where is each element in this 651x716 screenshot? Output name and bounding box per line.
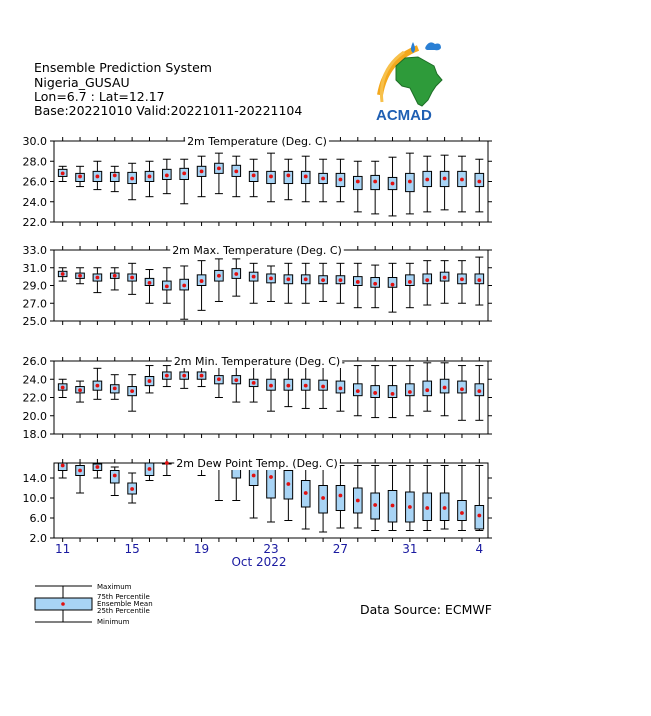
mean-marker (425, 506, 429, 510)
mean-marker (78, 388, 82, 392)
header-coordinates: Lon=6.7 : Lat=12.17 (34, 89, 165, 104)
mean-marker (304, 491, 308, 495)
box-day-24 (284, 263, 293, 303)
mean-marker (130, 177, 134, 181)
mean-marker (182, 374, 186, 378)
y-tick-label: 22.0 (22, 391, 47, 405)
box-day-29 (371, 265, 380, 308)
mean-marker (408, 180, 412, 184)
box-day-2 (440, 261, 449, 304)
x-tick-label: 23 (263, 542, 279, 556)
mean-marker (408, 390, 412, 394)
box-day-27 (336, 466, 345, 529)
box-day-29 (371, 161, 380, 214)
y-tick-label: 14.0 (22, 472, 47, 485)
mean-marker (269, 277, 273, 281)
mean-marker (252, 275, 256, 279)
iqr-box (458, 501, 467, 521)
mean-marker (425, 388, 429, 392)
box-day-21 (232, 156, 241, 197)
mean-marker (217, 377, 221, 381)
legend-minimum-label: Minimum (97, 618, 130, 626)
mean-marker (148, 379, 152, 383)
mean-marker (130, 487, 134, 491)
box-day-31 (406, 366, 415, 416)
box-day-13 (93, 463, 102, 478)
mean-marker (130, 276, 134, 280)
y-tick-label: 6.0 (29, 512, 47, 525)
box-day-24 (284, 463, 293, 521)
box-day-3 (458, 261, 467, 304)
box-day-26 (319, 263, 328, 301)
mean-marker (408, 505, 412, 509)
header-station: Nigeria_GUSAU (34, 75, 130, 90)
mean-marker (356, 389, 360, 393)
mean-marker (286, 482, 290, 486)
mean-marker (148, 175, 152, 179)
x-tick-label: 11 (55, 542, 71, 556)
mean-marker (234, 378, 238, 382)
box-day-17 (163, 159, 172, 193)
x-tick-label: 27 (332, 542, 349, 556)
box-day-20 (215, 153, 224, 194)
box-day-26 (319, 159, 328, 202)
mean-marker (373, 391, 377, 395)
box-day-31 (406, 466, 415, 531)
mean-marker (339, 494, 343, 498)
box-day-17 (163, 268, 172, 304)
legend-p25-label: 25th Percentile (97, 607, 150, 615)
mean-marker (78, 274, 82, 278)
y-tick-label: 33.0 (22, 244, 47, 257)
mean-marker (460, 511, 464, 515)
mean-marker (200, 374, 204, 378)
box-day-16 (145, 366, 154, 393)
box-day-30 (388, 157, 397, 216)
mean-marker (460, 178, 464, 182)
y-tick-label: 28.0 (22, 155, 47, 169)
mean-marker (165, 284, 169, 288)
box-day-27 (336, 363, 345, 411)
box-day-13 (93, 268, 102, 293)
mean-marker (96, 175, 100, 179)
box-day-1 (423, 363, 432, 411)
box-day-31 (406, 153, 415, 214)
mean-marker (373, 282, 377, 286)
mean-marker (477, 514, 481, 518)
mean-marker (182, 172, 186, 176)
box-day-4 (475, 257, 484, 305)
mean-marker (61, 172, 65, 176)
box-day-18 (180, 266, 189, 319)
mean-marker (148, 467, 152, 471)
x-axis-labels (55, 542, 483, 556)
mean-marker (148, 281, 152, 285)
mean-marker (113, 274, 117, 278)
y-tick-label: 26.0 (22, 175, 47, 189)
y-tick-label: 26.0 (22, 355, 47, 368)
y-tick-label: 30.0 (22, 135, 47, 148)
x-tick-label: 4 (475, 542, 484, 556)
box-day-14 (110, 166, 119, 191)
mean-marker (234, 169, 238, 173)
box-day-3 (458, 466, 467, 531)
mean-marker (113, 174, 117, 178)
box-day-12 (76, 166, 85, 186)
mean-marker (200, 169, 204, 173)
box-day-30 (388, 263, 397, 312)
box-day-30 (388, 366, 397, 418)
mean-marker (252, 474, 256, 478)
box-day-24 (284, 159, 293, 200)
mean-marker (356, 499, 360, 503)
mean-marker (443, 177, 447, 181)
mean-marker (269, 384, 273, 388)
mean-marker (269, 175, 273, 179)
x-tick-label: 15 (124, 542, 140, 556)
box-day-17 (163, 461, 172, 475)
box-day-13 (93, 161, 102, 189)
box-day-23 (267, 266, 276, 302)
y-tick-label: 27.0 (22, 297, 47, 311)
box-day-20 (215, 259, 224, 302)
legend (35, 583, 153, 626)
mean-marker (217, 166, 221, 170)
mean-marker (339, 178, 343, 182)
box-day-26 (319, 363, 328, 409)
box-day-21 (232, 259, 241, 296)
box-day-18 (180, 159, 189, 204)
mean-marker (477, 278, 481, 282)
box-day-21 (232, 366, 241, 403)
mean-marker (78, 175, 82, 179)
mean-marker (443, 276, 447, 280)
box-day-11 (58, 379, 67, 397)
legend-mean-label: Ensemble Mean (97, 600, 153, 608)
mean-marker (113, 474, 117, 478)
box-day-22 (249, 159, 258, 196)
data-source-label: Data Source: ECMWF (360, 602, 492, 617)
box-day-2 (440, 155, 449, 210)
mean-marker (356, 180, 360, 184)
iqr-box (336, 486, 345, 511)
mean-marker (443, 386, 447, 390)
mean-marker (200, 279, 204, 283)
box-day-13 (93, 368, 102, 399)
mean-marker (391, 392, 395, 396)
mean-marker (269, 475, 273, 479)
mean-marker (391, 504, 395, 508)
box-day-20 (215, 366, 224, 398)
y-tick-label: 18.0 (22, 428, 47, 441)
box-day-16 (145, 270, 154, 304)
box-day-29 (371, 366, 380, 418)
legend-mean-marker (61, 602, 65, 606)
y-tick-label: 25.0 (22, 315, 47, 328)
header-validity: Base:20221010 Valid:20221011-20221104 (34, 103, 303, 118)
box-day-28 (354, 161, 363, 212)
box-day-11 (58, 463, 67, 478)
box-day-4 (475, 159, 484, 212)
box-day-19 (197, 156, 206, 197)
panel-title: 2m Temperature (Deg. C) (187, 135, 327, 148)
water-drop-icon (411, 42, 415, 53)
africa-map-icon (396, 57, 442, 106)
cloud-icon (425, 42, 441, 50)
mean-marker (61, 386, 65, 390)
box-day-28 (354, 466, 363, 529)
mean-marker (217, 274, 221, 278)
mean-marker (321, 385, 325, 389)
header-title: Ensemble Prediction System (34, 60, 212, 75)
box-day-29 (371, 466, 380, 531)
box-day-25 (301, 263, 310, 303)
chart-panel-1 (23, 135, 493, 229)
chart-panel-4 (23, 457, 493, 545)
mean-marker (391, 182, 395, 186)
acmad-logo-text: ACMAD (376, 107, 432, 124)
panel-title: 2m Max. Temperature (Deg. C) (172, 244, 342, 257)
box-day-19 (197, 366, 206, 387)
box-day-27 (336, 159, 345, 202)
box-day-22 (249, 263, 258, 303)
box-day-2 (440, 466, 449, 530)
box-day-2 (440, 363, 449, 416)
mean-marker (130, 389, 134, 393)
mean-marker (96, 465, 100, 469)
mean-marker (286, 384, 290, 388)
box-day-23 (267, 363, 276, 411)
mean-marker (339, 278, 343, 282)
mean-marker (286, 277, 290, 281)
box-day-15 (128, 163, 137, 199)
mean-marker (165, 374, 169, 378)
x-tick-label: 19 (193, 542, 210, 556)
mean-marker (477, 389, 481, 393)
y-tick-label: 24.0 (22, 373, 47, 387)
box-day-28 (354, 366, 363, 416)
mean-marker (182, 284, 186, 288)
legend-p75-label: 75th Percentile (97, 593, 150, 601)
panel-title: 2m Dew Point Temp. (Deg. C) (176, 457, 338, 470)
mean-marker (96, 276, 100, 280)
mean-marker (61, 272, 65, 276)
box-day-30 (388, 466, 397, 531)
mean-marker (391, 283, 395, 287)
mean-marker (78, 469, 82, 473)
box-day-23 (267, 463, 276, 522)
mean-marker (61, 464, 65, 468)
box-day-31 (406, 263, 415, 307)
mean-marker (304, 384, 308, 388)
mean-marker (96, 384, 100, 388)
mean-marker (425, 178, 429, 182)
box-day-15 (128, 473, 137, 503)
mean-marker (339, 386, 343, 390)
box-day-11 (58, 268, 67, 281)
chart-panels (23, 135, 493, 545)
box-day-12 (76, 381, 85, 402)
box-day-1 (423, 466, 432, 531)
legend-maximum-label: Maximum (97, 583, 132, 591)
box-day-25 (301, 463, 310, 529)
box-day-4 (475, 366, 484, 421)
mean-marker (286, 174, 290, 178)
mean-marker (373, 180, 377, 184)
mean-marker (356, 280, 360, 284)
box-day-25 (301, 366, 310, 409)
box-day-14 (110, 467, 119, 496)
box-day-22 (249, 366, 258, 403)
y-tick-label: 24.0 (22, 195, 47, 209)
acmad-logo (376, 42, 442, 124)
y-tick-label: 31.0 (22, 261, 47, 275)
mean-marker (443, 506, 447, 510)
x-tick-label: 31 (402, 542, 418, 556)
box-day-22 (249, 463, 258, 518)
box-day-26 (319, 466, 328, 533)
box-day-17 (163, 366, 172, 387)
box-day-4 (475, 466, 484, 531)
chart-panel-3 (23, 355, 493, 441)
box-day-16 (145, 161, 154, 196)
box-day-14 (110, 268, 119, 290)
mean-marker (460, 387, 464, 391)
mean-marker (425, 278, 429, 282)
box-day-25 (301, 156, 310, 202)
mean-marker (408, 280, 412, 284)
box-day-23 (267, 153, 276, 202)
box-day-27 (336, 263, 345, 303)
box-day-15 (128, 263, 137, 294)
chart-panel-2 (23, 244, 493, 328)
box-day-11 (58, 166, 67, 181)
box-day-12 (76, 268, 85, 284)
mean-marker (165, 461, 169, 465)
x-axis-month-label: Oct 2022 (231, 555, 287, 569)
mean-marker (321, 177, 325, 181)
box-day-1 (423, 156, 432, 212)
mean-marker (477, 180, 481, 184)
mean-marker (304, 277, 308, 281)
box-day-16 (145, 463, 154, 481)
mean-marker (321, 496, 325, 500)
panel-title: 2m Min. Temperature (Deg. C) (173, 355, 341, 368)
box-day-3 (458, 366, 467, 421)
y-tick-label: 29.0 (22, 279, 47, 293)
mean-marker (321, 278, 325, 282)
mean-marker (252, 174, 256, 178)
y-tick-label: 20.0 (22, 409, 47, 423)
box-day-19 (197, 261, 206, 311)
mean-marker (373, 503, 377, 507)
y-tick-label: 22.0 (22, 216, 47, 229)
box-day-14 (110, 375, 119, 400)
mean-marker (252, 381, 256, 385)
mean-marker (460, 277, 464, 281)
mean-marker (165, 174, 169, 178)
box-day-3 (458, 156, 467, 212)
mean-marker (304, 175, 308, 179)
mean-marker (234, 272, 238, 276)
iqr-box (284, 171, 293, 183)
box-day-12 (76, 463, 85, 493)
box-day-28 (354, 263, 363, 307)
y-tick-label: 10.0 (22, 492, 47, 505)
box-day-18 (180, 367, 189, 388)
mean-marker (113, 386, 117, 390)
y-tick-label: 2.0 (29, 532, 47, 545)
box-day-1 (423, 261, 432, 305)
box-day-15 (128, 375, 137, 412)
